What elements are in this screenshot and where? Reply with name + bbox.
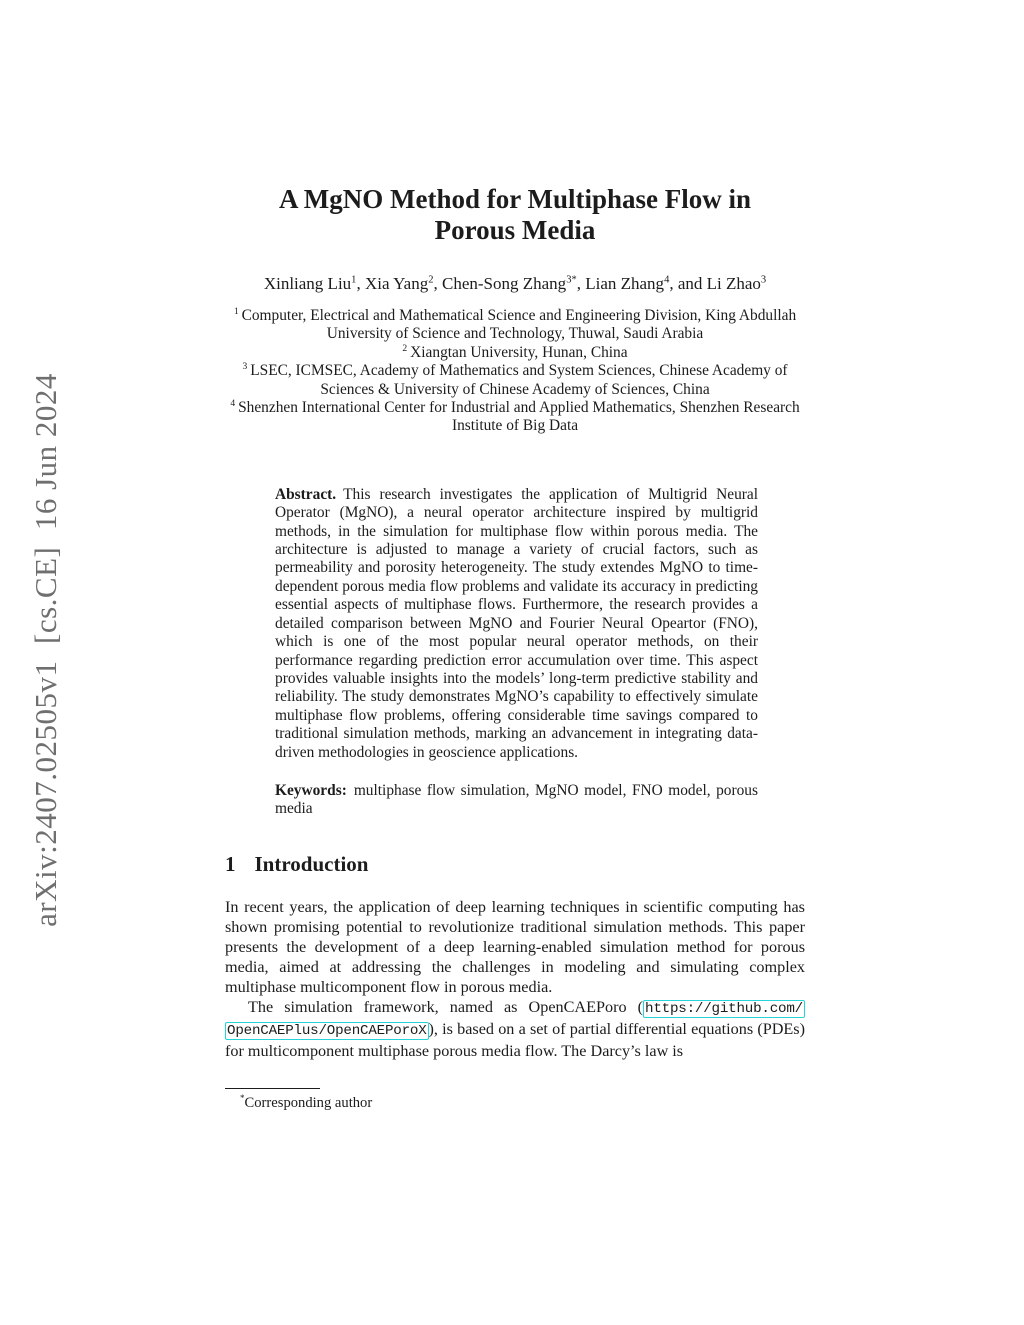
affiliation-text: Computer, Electrical and Mathematical Science and Engineering Division, King Abdullah University of Science and Technology, Thuwal, Saudi Arabia [241, 307, 797, 343]
intro-paragraph-1: In recent years, the application of deep learning techniques in scientific computing has shown promising potential to revolutionize traditional simulation methods. This paper presents the development of a deep learning-enabled simulation method for porous media, aimed at addressing the challenges in modeling and simulating complex multiphase multicomponent flow in porous media. [225, 897, 805, 996]
footnote-rule [225, 1088, 320, 1089]
author-affiliation-mark: 3* [566, 274, 577, 286]
github-url-link-part2[interactable]: OpenCAEPlus/OpenCAEPoroX [227, 1022, 427, 1039]
author-affiliation-mark: 4 [664, 274, 670, 286]
abstract [225, 486, 805, 762]
footnote-text: Corresponding author [244, 1094, 373, 1111]
github-url-link-part1[interactable]: https://github.com/ [645, 1000, 803, 1017]
affiliation-item [225, 307, 805, 344]
keywords-text: multiphase flow simulation, MgNO model, FNO model, porous media [275, 781, 758, 818]
section-heading-introduction [225, 852, 805, 876]
paper-title-line1: A MgNO Method for Multiphase Flow in [279, 184, 751, 214]
author-name: , Chen-Song Zhang [433, 274, 567, 293]
author-name: , and Li Zhao [669, 274, 761, 293]
paper-title-line2: Porous Media [434, 215, 596, 245]
author-name: , Lian Zhang [576, 274, 665, 293]
corresponding-author-footnote [225, 1094, 805, 1112]
intro-paragraph-2 [225, 997, 805, 1061]
arxiv-watermark: arXiv:2407.02505v1 [cs.CE] 16 Jun 2024 [28, 373, 63, 927]
footnote-marker: * [240, 1092, 245, 1103]
author-affiliation-mark: 2 [428, 274, 434, 286]
affiliation-text: LSEC, ICMSEC, Academy of Mathematics and System Sciences, Chinese Academy of Sciences & University of Chinese Academy of Sciences, China [250, 362, 788, 398]
affiliation-text: Xiangtan University, Hunan, China [410, 343, 628, 361]
intro-paragraph-2-text: ), is based on a set of partial differential equations (PDEs) for multicomponent multiphase porous media flow. The Darcy’s law is [225, 1019, 805, 1060]
affiliation-item [225, 399, 805, 436]
affiliation-item [225, 344, 805, 362]
author-name: Xinliang Liu [263, 274, 352, 293]
section-title: Introduction [254, 851, 369, 876]
affiliation-item [225, 362, 805, 399]
section-number: 1 [225, 851, 236, 876]
keywords-label: Keywords: [275, 781, 347, 799]
affiliation-list [225, 307, 805, 436]
intro-paragraph-2-text: The simulation framework, named as OpenCAEPoro ( [248, 997, 644, 1016]
affiliation-number: 1 [233, 305, 239, 317]
author-line [225, 273, 805, 294]
keywords [225, 782, 805, 819]
abstract-label: Abstract. [275, 485, 337, 503]
author-name: , Xia Yang [356, 274, 429, 293]
affiliation-text: Shenzhen International Center for Industrial and Applied Mathematics, Shenzhen Research Institute of Big Data [238, 399, 800, 435]
paper-content [225, 0, 805, 1112]
author-affiliation-mark: 3 [760, 274, 767, 286]
abstract-text: This research investigates the application of Multigrid Neural Operator (MgNO), a neural operator architecture inspired by multigrid methods, in the simulation for multiphase flow within porous media. The architecture is adjusted to manage a variety of crucial factors, such as permeability and porosity heterogeneity. The study extendes MgNO to time-dependent porous media flow problems and validate its accuracy in predicting essential aspects of multiphase flows. Furthermore, the research provides a detailed comparison between MgNO and Fourier Neural Opeartor (FNO), which is one of the most popular neural operator methods, on their performance regarding prediction error accumulation over time. This aspect provides valuable insights into the models’ long-term predictive stability and reliability. The study demonstrates MgNO’s capability to effectively simulate multiphase flow problems, offering considerable time savings compared to traditional simulation methods, marking an advancement in integrating data-driven methodologies in geoscience applications. [275, 485, 758, 761]
affiliation-number: 4 [230, 397, 236, 409]
paper-title [225, 184, 805, 246]
affiliation-number: 2 [402, 342, 408, 354]
affiliation-number: 3 [242, 361, 248, 373]
author-affiliation-mark: 1 [351, 274, 357, 286]
